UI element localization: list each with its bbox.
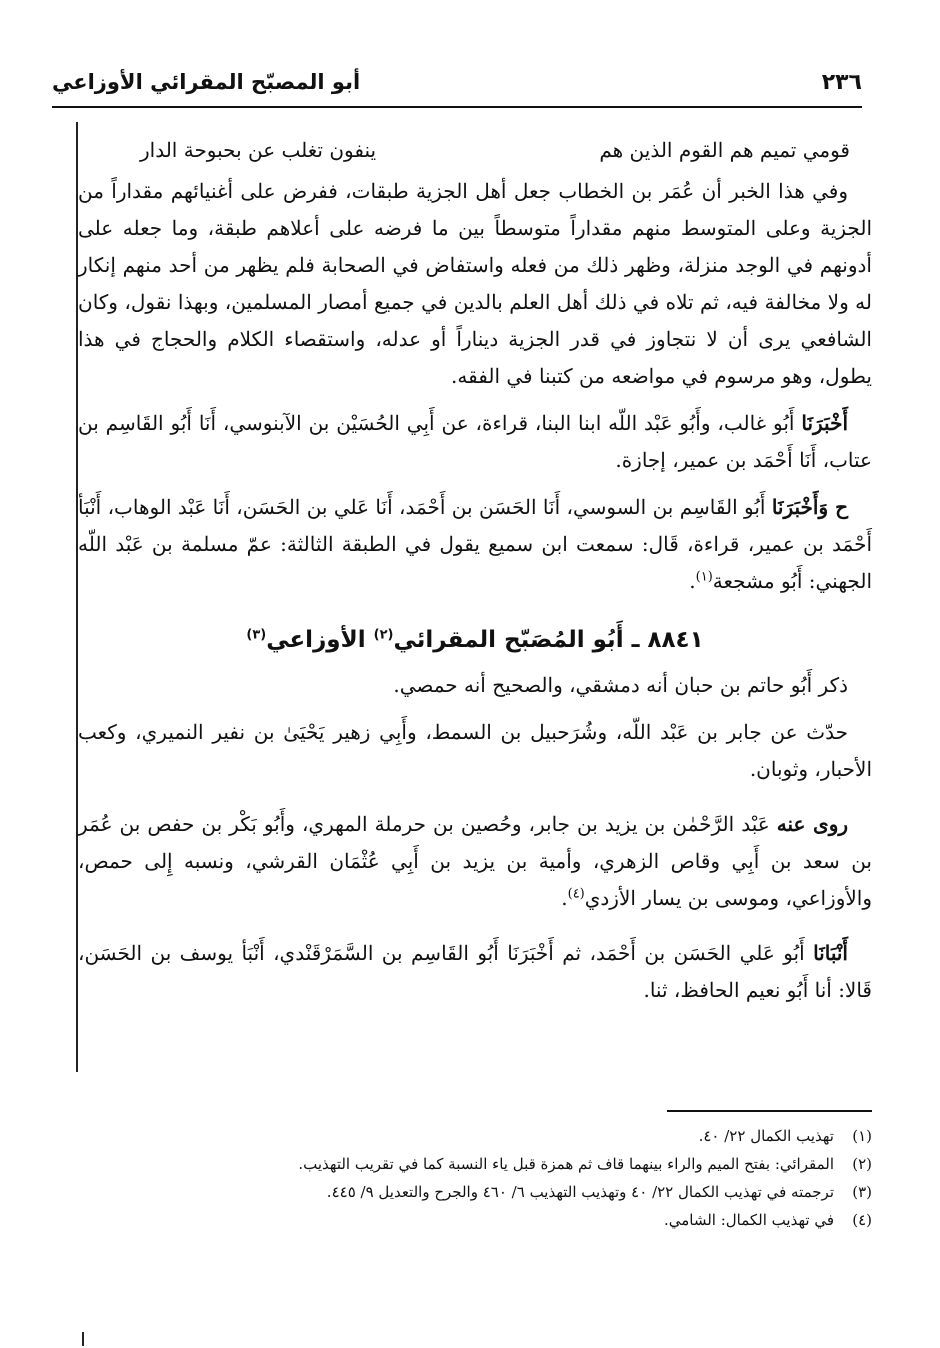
page-number: ٢٣٦ xyxy=(821,70,862,95)
paragraph-jizya: وفي هذا الخبر أن عُمَر بن الخطاب جعل أهل الجزية طبقات، ففرض على أغنيائهم مقداراً من الجزية وعلى المتوسط منهم مقداراً متوسطاً بين ما فرضه على أعلاهم طبقة، وما جعله على أدونهم في الوجد منزلة، وظهر ذلك من فعله واستفاض في الصحابة فلم يظهر من أحد منهم إنكار له ولا مخالفة فيه، ثم تلاه في ذلك أهل العلم بالدين في جميع أمصار المسلمين، وبهذا نقول، وكان الشافعي يرى أن لا نتجاوز في قدر الجزية ديناراً أو عدله، واستقصاء الكلام والحجاج في هذا يطول، وهو مرسوم في مواضعه من كتبنا في الفقه. xyxy=(78,179,872,388)
paragraph-narrators xyxy=(78,806,872,917)
paragraph-narrated-from: حدّث عن جابر بن عَبْد اللّه، وشُرَحبيل بن السمط، وأَبِي زهير يَحْيَىٰ بن نفير النميري، وكعب الأحبار، وثوبان. xyxy=(78,720,872,781)
isnad-keyword: ح وَأَخْبَرَنَا xyxy=(771,495,848,519)
footnote-number: (٤) xyxy=(852,1211,872,1229)
paragraph-isnad-2 xyxy=(78,489,872,600)
footnote-ref[interactable]: (١) xyxy=(695,569,713,585)
sentence-end: . xyxy=(561,886,568,910)
entry-heading xyxy=(78,622,872,659)
verse-first-hemistich: قومي تميم هم القوم الذين هم xyxy=(599,138,850,162)
footnote-ref[interactable]: (٤) xyxy=(567,886,585,902)
verse-second-hemistich: ينفون تغلب عن بحبوحة الدار xyxy=(140,138,377,162)
footnote-number: (٢) xyxy=(852,1155,872,1173)
paragraph-isnad-1 xyxy=(78,405,872,479)
footnote xyxy=(120,1122,872,1150)
footnote-number: (٣) xyxy=(852,1183,872,1201)
footnote-text: المقرائي: بفتح الميم والراء بينهما قاف ثم همزة قبل ياء النسبة كما في تقريب التهذيب. xyxy=(298,1155,834,1173)
isnad-keyword: أَخْبَرَنَا xyxy=(801,411,848,435)
paragraph-isnad-3 xyxy=(78,935,872,1009)
page-header xyxy=(52,66,862,108)
isnad-text: أَبُو عَلي الحَسَن بن أَحْمَد، ثم أَخْبَرَنَا أَبُو القَاسِم بن السَّمَرْقَنْدي، أَنْبَأ يوسف بن الحَسَن، قَالا: أنا أَبُو نعيم الحافظ، ثنا. xyxy=(78,941,872,1002)
sentence-end: . xyxy=(689,569,696,593)
footnotes xyxy=(120,1122,872,1234)
footnote xyxy=(120,1206,872,1234)
footnote-text: تهذيب الكمال ٢٢/ ٤٠. xyxy=(698,1127,834,1145)
isnad-text: أَبُو غالب، وأَبُو عَبْد اللّه ابنا البنا، قراءة، عن أَبِي الحُسَيْن بن الآبنوسي، أَنَا أَبُو القَاسِم بن عتاب، أَنَا أَحْمَد بن عمير، إجازة. xyxy=(78,411,872,472)
footnote-text: ترجمته في تهذيب الكمال ٢٢/ ٤٠ وتهذيب التهذيب ٦/ ٤٦٠ والجرح والتعديل ٩/ ٤٤٥. xyxy=(326,1183,834,1201)
entry-name: أَبُو المُصَبّح المقرائي xyxy=(393,627,624,653)
scan-mark xyxy=(82,1332,84,1346)
running-title: أبو المصبّح المقرائي الأوزاعي xyxy=(52,70,361,94)
isnad-keyword: أَنْبَانَا xyxy=(813,941,848,965)
paragraph-origin: ذكر أَبُو حاتم بن حبان أنه دمشقي، والصحيح أنه حمصي. xyxy=(393,673,848,697)
footnote-ref[interactable]: (٣) xyxy=(246,627,267,643)
poetry-verse xyxy=(78,132,872,169)
footnote-number: (١) xyxy=(852,1127,872,1145)
narrators-keyword: روى عنه xyxy=(776,812,849,836)
main-text xyxy=(78,132,872,1009)
footnote-ref[interactable]: (٢) xyxy=(373,627,394,643)
narrators-text: عَبْد الرَّحْمٰن بن يزيد بن جابر، وحُصين بن حرملة المهري، وأَبُو بَكْر بن حفص بن عُمَر بن سعد بن أَبِي وقاص الزهري، وأمية بن يزيد بن أَبِي عُثْمَان القرشي، ونسبه إِلى حمص، والأوزاعي، وموسى بن يسار الأزدي xyxy=(78,812,872,910)
isnad-text: أَبُو القَاسِم بن السوسي، أَنَا الحَسَن بن أَحْمَد، أَنَا عَلي بن الحَسَن، أَنَا عَبْد الوهاب، أَنْبَأ أَحْمَد بن عمير، قراءة، قَال: سمعت ابن سميع يقول في الطبقة الثالثة: عمّ مسلمة بن عَبْد اللّه الجهني: أَبُو مشجعة xyxy=(77,495,872,593)
entry-number: ٨٨٤١ xyxy=(647,627,704,653)
footnote-text: في تهذيب الكمال: الشامي. xyxy=(663,1211,834,1229)
footnote xyxy=(120,1150,872,1178)
footnote-separator xyxy=(667,1110,872,1112)
footnote xyxy=(120,1178,872,1206)
entry-dash: ـ xyxy=(623,627,648,653)
entry-nisba: الأوزاعي xyxy=(266,627,374,653)
